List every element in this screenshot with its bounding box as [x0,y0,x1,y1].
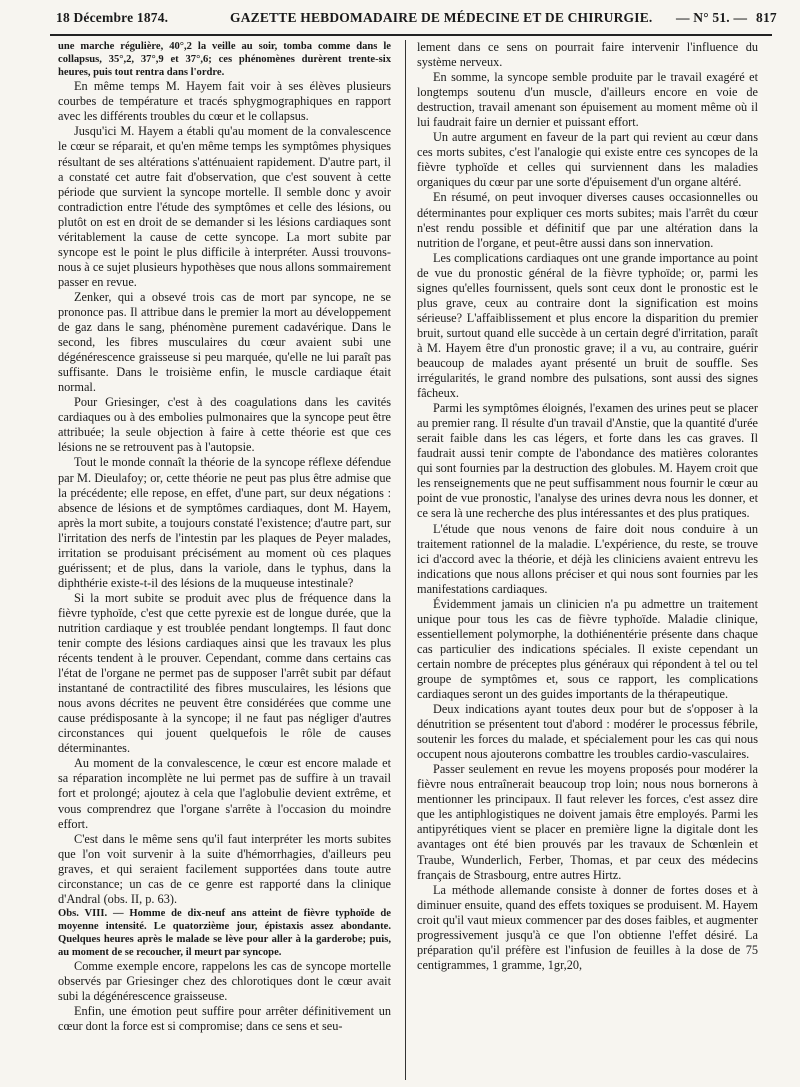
paragraph: Tout le monde connaît la théorie de la syncope réflexe défendue par M. Dieulafoy; or, cette théorie ne peut pas plus être admise que la précédente; elle repose, en effet, d'une part, sur deux négations : absence de lésions et de symptômes cardiaques, dont M. Hayem, après la mort subite, a toujours constaté l'existence; d'autre part, sur l'irritation des nerfs de l'intestin par les plaques de Peyer malades, irritation se produisant précisément au moment où ces plaques guérissent; et de plus, dans la variole, dans le typhus, dans la diphthérie existe-t-il des lésions de la muqueuse intestinale? [58,455,391,590]
paragraph: En même temps M. Hayem fait voir à ses élèves plusieurs courbes de température et tracés sphygmographiques en rapport avec les différents troubles du cœur et le collapsus. [58,79,391,124]
paragraph: Les complications cardiaques ont une grande importance au point de vue du pronostic général de la fièvre typhoïde; or, parmi les signes qu'elles fournissent, quels sont ceux dont le pronostic est le plus grave, ceux au contraire dont la signification est moins sérieuse? L'affaiblissement et plus encore la disparition du premier bruit, surtout quand elle succède à un certain degré d'irritation, paraît à M. Hayem être d'un pronostic grave; il a vu, au contraire, guérir beaucoup de malades ayant présenté un bruit de souffle. Ses irrégularités, le grand nombre des pulsations, sont aussi des signes fâcheux. [417,250,758,401]
paragraph: lement dans ce sens on pourrait faire intervenir l'influence du système nerveux. [417,40,758,70]
header-title: GAZETTE HEBDOMADAIRE DE MÉDECINE ET DE CHIRURGIE. [230,10,653,25]
paragraph: Comme exemple encore, rappelons les cas de syncope mortelle observés par Griesinger chez des chlorotiques dont le cœur avait subi la dégénérescence graisseuse. [58,959,391,1004]
paragraph: La méthode allemande consiste à donner de fortes doses et à diminuer ensuite, quand des effets toxiques se produisent. M. Hayem croit qu'il vaut mieux commencer par des doses faibles, et augmenter progressivement jusqu'à ce que l'on obtienne l'effet désiré. La préparation qu'il préfère est l'infusion de feuilles à la dose de 75 centigrammes, 1 gramme, 1gr,20, [417,882,758,972]
paragraph: C'est dans le même sens qu'il faut interpréter les morts subites que l'on voit survenir à la suite d'hémorrhagies, d'ailleurs peu graves, et qui seraient facilement supportées dans toute autre circonstance; un cas de ce genre est rapporté dans la clinique d'Andral (obs. II, p. 63). [58,831,391,906]
column-divider [405,40,406,1080]
paragraph: Parmi les symptômes éloignés, l'examen des urines peut se placer au premier rang. Il résulte d'un travail d'Anstie, que la quantité d'urée serait faible dans les cas légers, et forte dans les cas graves. Il faudrait aussi tenir compte de l'abondance des matières colorantes qui sont fournies par la destruction des globules. M. Hayem croit que les renseignements que ne peut suffisamment nous fournir le cœur au point de vue pronostic, l'analyse des urines devra nous les donner, et ce sera là une recherche des plus intéressantes et des plus pratiques. [417,401,758,521]
page-header [50,6,777,30]
paragraph: Un autre argument en faveur de la part qui revient au cœur dans ces morts subites, c'est l'analogie qui existe entre ces syncopes de la fièvre typhoïde et celles qui surviennent dans les maladies organiques du cœur par une sorte d'épuisement d'un organe altéré. [417,130,758,190]
right-column [417,40,758,1080]
observation-note: Obs. VIII. — Homme de dix-neuf ans atteint de fièvre typhoïde de moyenne intensité. Le quatorzième jour, épistaxis assez abondante. Quelques heures après le malade se lève pour aller à la garderobe; puis, au moment de se recoucher, il meurt par syncope. [58,907,391,959]
paragraph: Au moment de la convalescence, le cœur est encore malade et sa réparation incomplète ne lui permet pas de suffire à un travail fort et prolongé; ajoutez à cela que l'aglobulie devient extrême, et vous comprendrez que l'organe s'arrête à l'occasion du moindre effort. [58,756,391,831]
header-rule [50,34,772,36]
paragraph: Passer seulement en revue les moyens proposés pour modérer la fièvre nous entraînerait beaucoup trop loin; nous nous bornerons à mentionner les principaux. Il faut relever les forces, c'est assez dire que les antiphlogistiques ne doivent jamais être employés. Parmi les antipyrétiques vient se placer en première ligne la digitale dont les avantages ont été bien prouvés par les travaux de Schœnlein et Traube, Wunderlich, Ferber, Thomas, et par ceux des médecins français de Strasbourg, entre autres Hirtz. [417,762,758,882]
left-column [58,40,391,1080]
paragraph: Zenker, qui a obsevé trois cas de mort par syncope, ne se prononce pas. Il attribue dans le premier la mort au développement de gaz dans le sang, phénomène purement cadavérique. Dans le second, les fibres musculaires du cœur avaient subi une dégénérescence graisseuse si peu marquée, qu'elle ne lui paraît pas suffisante. Dans le troisième enfin, le muscle cardiaque était normal. [58,289,391,395]
paragraph: En résumé, on peut invoquer diverses causes occasionnelles ou déterminantes pour expliquer ces morts subites; mais l'arrêt du cœur n'est rendu possible et définitif que par une altération dans la nutrition de l'organe, et peut-être aussi dans son innervation. [417,190,758,250]
paragraph: En somme, la syncope semble produite par le travail exagéré et longtemps soutenu d'un muscle, d'ailleurs encore en voie de destruction, travail amenant son épuisement au moment même où il lui faudrait faire un dernier et puissant effort. [417,70,758,130]
paragraph: Pour Griesinger, c'est à des coagulations dans les cavités cardiaques ou à des embolies pulmonaires que la syncope peut être attribuée; la seule objection à faire à cette théorie est que ces lésions ne se retrouvent pas à l'autopsie. [58,395,391,455]
paragraph: L'étude que nous venons de faire doit nous conduire à un traitement rationnel de la maladie. L'expérience, du reste, se trouve ici d'accord avec la théorie, et déjà les cliniciens avaient entrevu les indications que nous allons préciser et qui nous sont fournies par les manifestations cardiaques. [417,521,758,596]
header-issue-number: — N° 51. — [676,10,748,25]
header-date: 18 Décembre 1874. [56,10,169,25]
paragraph: Enfin, une émotion peut suffire pour arrêter définitivement un cœur dont la force est si compromise; dans ce sens et seu- [58,1004,391,1034]
paragraph: Deux indications ayant toutes deux pour but de s'opposer à la dénutrition se présentent tout d'abord : modérer le processus fébrile, soutenir les forces du malade, et spécialement pour les cas qui nous occupent nous ajouterons combattre les troubles cardio-vasculaires. [417,702,758,762]
paragraph: Si la mort subite se produit avec plus de fréquence dans la fièvre typhoïde, c'est que cette pyrexie est de longue durée, que la nutrition cardiaque y est troublée pendant longtemps. Il faut donc tenir compte des lésions cardiaques ainsi que les travaux les plus récents tendent à le prouver. Cependant, comme dans certains cas l'état de l'organe ne permet pas de supposer l'arrêt subit par défaut instantané de contractilité des fibres musculaires, les lésions que nous avons décrites ne peuvent être considérées que comme une cause prédisposante à la syncope; il ne faut pas négliger d'autres circonstances qui jouent quelquefois le rôle de causes déterminantes. [58,590,391,756]
paragraph: Évidemment jamais un clinicien n'a pu admettre un traitement unique pour tous les cas de fièvre typhoïde. Maladie clinique, essentiellement polymorphe, la dothiénentérie présente dans chaque cas particulier des indications spéciales. Il existe cependant un certain nombre de préceptes plus généraux qui répondent à tel ou tel groupe de symptômes et, sous ce rapport, les complications cardiaques seront un des guides importants de la thérapeutique. [417,596,758,702]
header-page-number: 817 [756,10,777,25]
paragraph: une marche régulière, 40°,2 la veille au soir, tomba comme dans le collapsus, 35°,2, 37°,9 et 37°,6; ces phénomènes durèrent trente-six heures, puis tout rentra dans l'ordre. [58,41,391,79]
paragraph: Jusqu'ici M. Hayem a établi qu'au moment de la convalescence le cœur se réparait, et qu'en même temps les symptômes physiques résultant de ses altérations s'atténuaient rapidement. D'autre part, il a constaté cet autre fait d'observation, que c'est souvent à cette période que survient la syncope mortelle. Il semble donc y avoir contradiction entre l'étude des symptômes et celle des lésions, ou plutôt on est en droit de se demander si les lésions cardiaques sont véritablement la cause de cette syncope. La mort subite par syncope est le point le plus difficile à interpréter. Aussi trouvons-nous à ce sujet plusieurs hypothèses que nous allons sommairement passer en revue. [58,124,391,289]
